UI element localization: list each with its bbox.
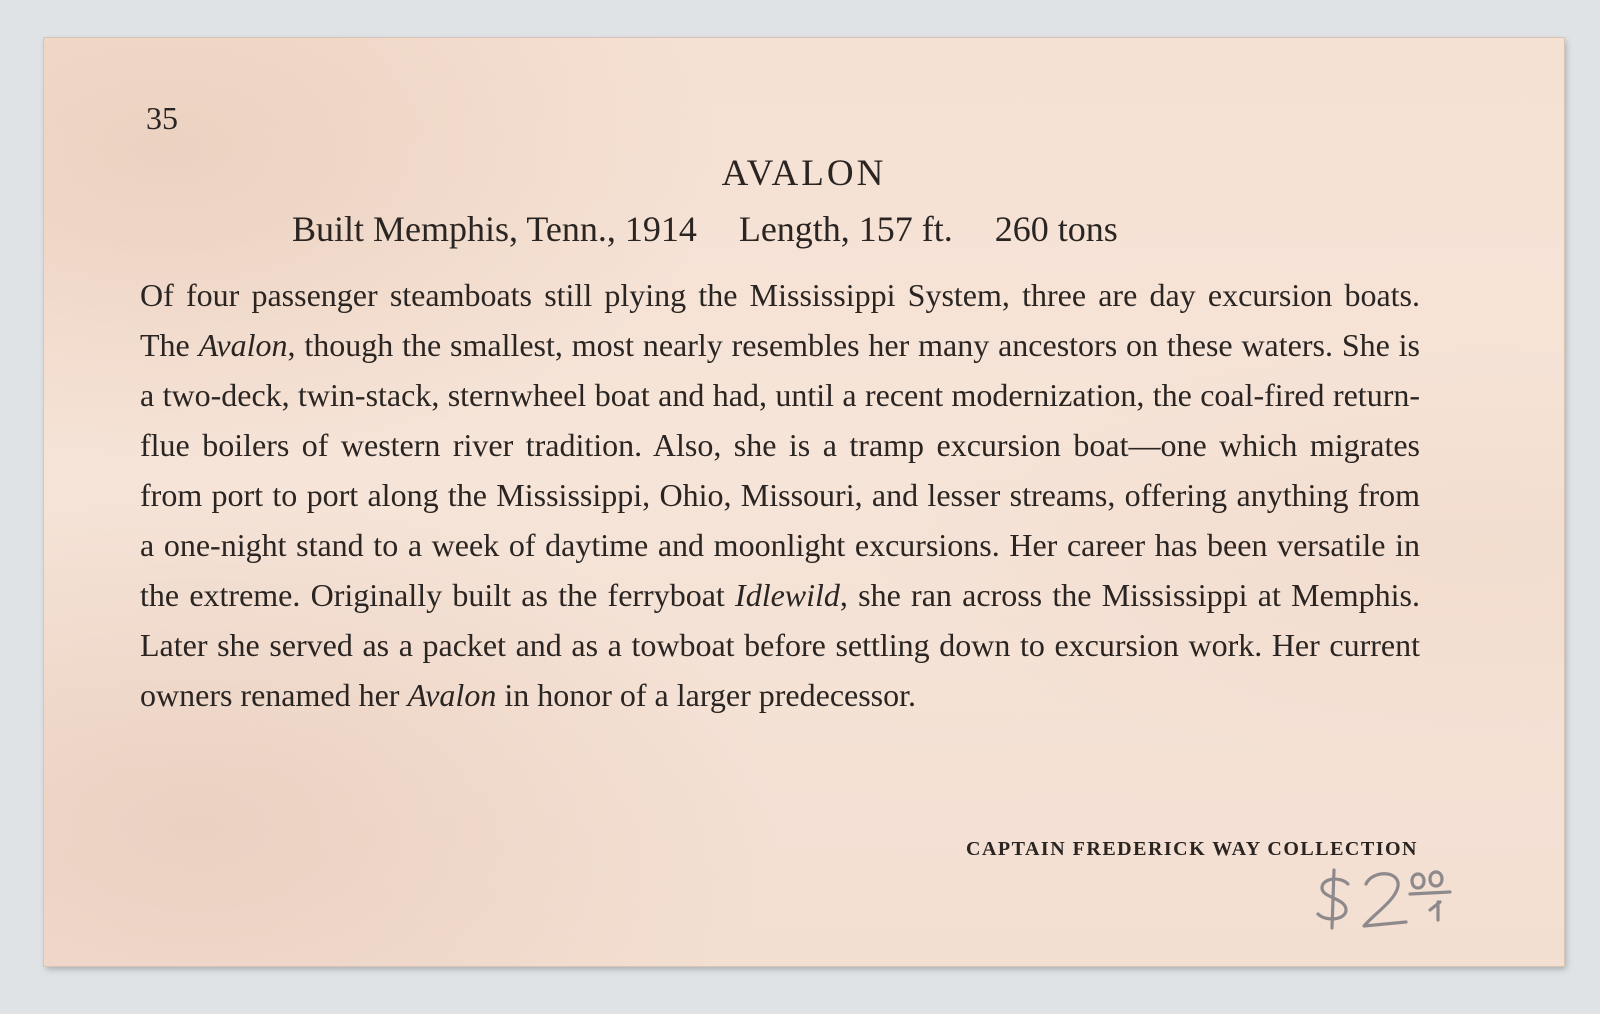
body-segment: , though the smallest, most nearly resembles her many ancestors on these waters. She is a two-deck, twin-stack, sternwheel boat and had, until a recent modernization, the coal-fired return-flue boilers of western river tradition. Also, she is a tramp excursion boat—one which migrates from port to port along the Mississippi, Ohio, Missouri, and lesser streams, offering anything from a one-night stand to a week of daytime and moonlight excursions. Her career has been versatile in the extreme. Originally built as the ferryboat — [140, 327, 1421, 613]
built-info: Built Memphis, Tenn., 1914 — [292, 209, 697, 249]
body-segment: in honor of a larger predecessor. — [496, 677, 917, 713]
card-number: 35 — [146, 100, 178, 136]
description-text — [140, 270, 1420, 720]
description-paragraph — [140, 270, 1420, 720]
boat-name-italic: Avalon — [198, 327, 288, 363]
boat-name-italic: Idlewild — [735, 577, 840, 613]
body-segment: Of four passenger steamboats still plying the Mississippi System, three are day excursion boats. The — [140, 277, 1420, 363]
tonnage-info: 260 tons — [994, 209, 1118, 249]
card-subtitle — [292, 208, 1118, 250]
length-info: Length, 157 ft. — [738, 209, 953, 249]
handwritten-price-mark — [1310, 856, 1470, 936]
boat-name-italic: Avalon — [407, 677, 497, 713]
postcard-back — [44, 38, 1564, 966]
card-title: AVALON — [721, 153, 887, 194]
body-segment: , she ran across the Mississippi at Memphis. Later she served as a packet and as a towboat before settling down to excursion work. Her current owners renamed her — [140, 577, 1421, 713]
collection-credit: CAPTAIN FREDERICK WAY COLLECTION — [966, 838, 1418, 860]
